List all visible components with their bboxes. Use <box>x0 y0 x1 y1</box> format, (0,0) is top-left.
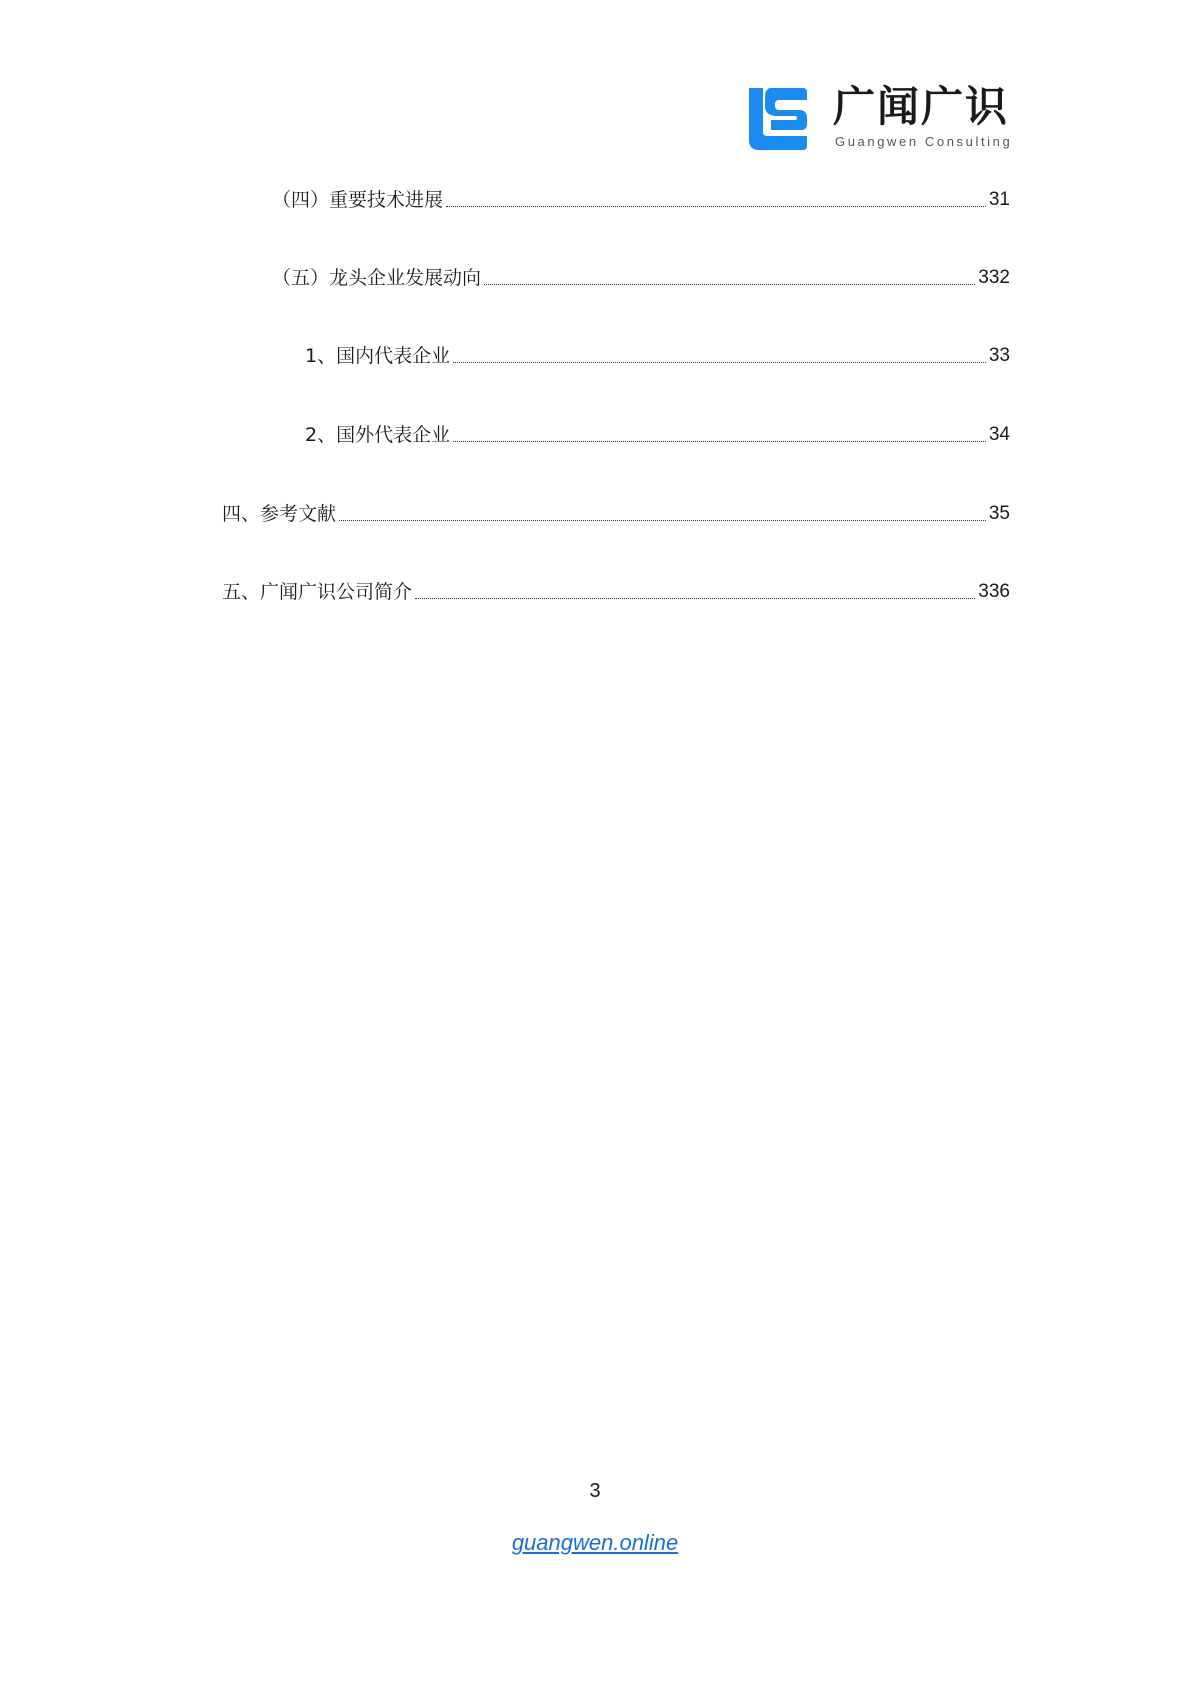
logo-subtitle: Guangwen Consulting <box>835 134 1013 149</box>
guangwen-logo-icon <box>745 84 811 150</box>
toc-entry[interactable] <box>305 423 1010 447</box>
logo-title: 广闻广识 <box>833 82 1010 131</box>
footer-website-link[interactable]: guangwen.online <box>511 1530 679 1555</box>
toc-leader-dots <box>446 205 986 207</box>
toc-entry-page: 31 <box>988 189 1010 210</box>
toc-leader-dots <box>453 361 986 363</box>
toc-leader-dots <box>484 283 975 285</box>
toc-entry[interactable] <box>272 266 1010 290</box>
toc-entry[interactable] <box>272 188 1010 212</box>
toc-entry-page: 336 <box>978 581 1010 602</box>
toc-entry-title: （五）龙头企业发展动向 <box>272 267 482 289</box>
toc-leader-dots <box>415 597 975 599</box>
toc-entry-title: 2、国外代表企业 <box>305 424 451 446</box>
toc-entry-title: 四、参考文献 <box>222 503 337 525</box>
toc-entry-title: 五、广闻广识公司简介 <box>222 581 413 603</box>
header-logo <box>745 82 1015 152</box>
toc-leader-dots <box>339 519 986 521</box>
toc-entry[interactable] <box>222 580 1010 604</box>
toc-leader-dots <box>453 440 986 442</box>
toc-entry[interactable] <box>305 344 1010 368</box>
toc-entry-page: 332 <box>978 267 1010 288</box>
toc-entry-page: 34 <box>988 424 1010 445</box>
toc-entry-page: 33 <box>988 345 1010 366</box>
toc-entry[interactable] <box>222 502 1010 526</box>
toc-entry-title: 1、国内代表企业 <box>305 345 451 367</box>
page-number: 3 <box>589 1480 601 1502</box>
toc-entry-page: 35 <box>988 503 1010 524</box>
toc-entry-title: （四）重要技术进展 <box>272 189 444 211</box>
